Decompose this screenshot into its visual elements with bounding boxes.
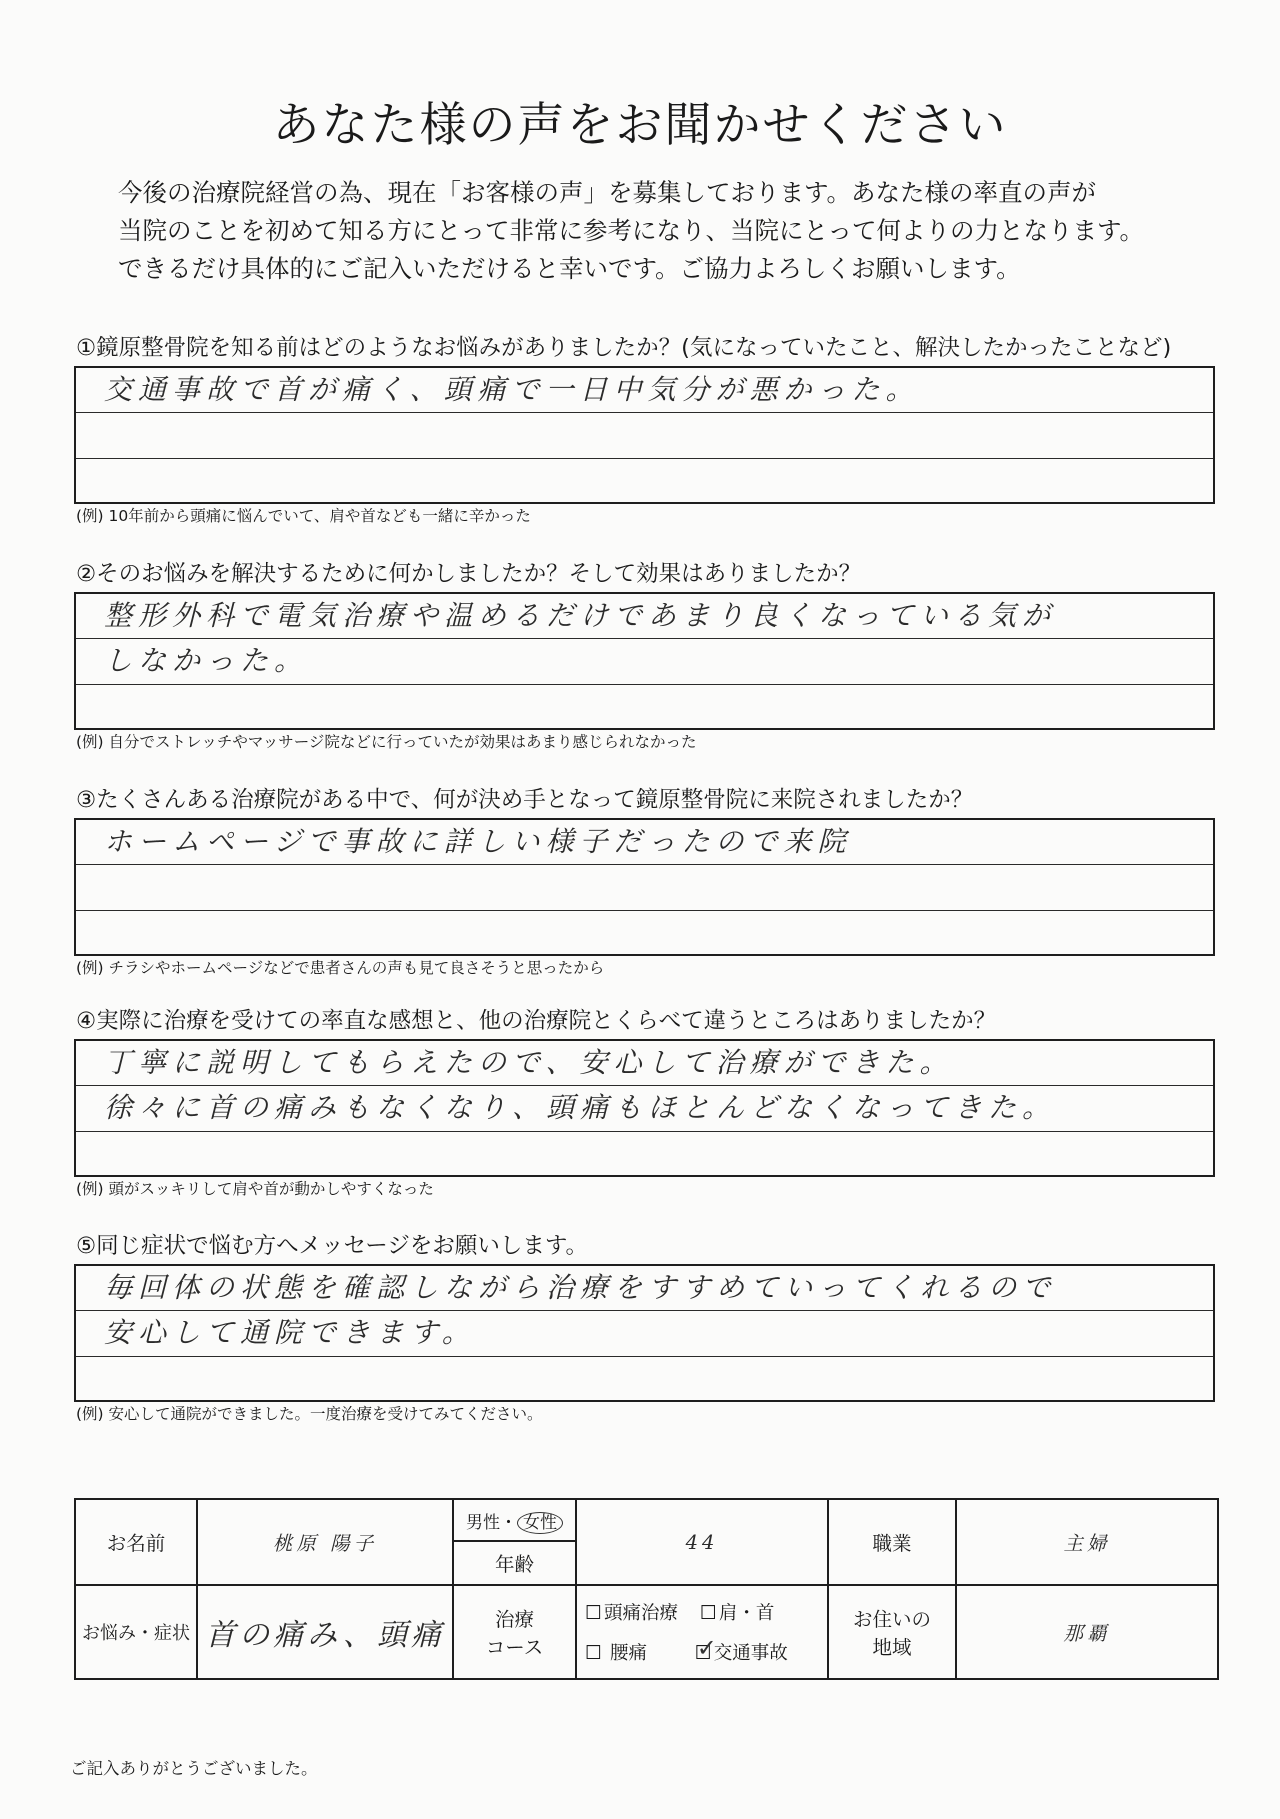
course-label-line: コース bbox=[485, 1636, 544, 1659]
answer-box[interactable] bbox=[74, 592, 1215, 730]
example-text: (例) 自分でストレッチやマッサージ院などに行っていたが効果はあまり感じられなかった bbox=[76, 733, 697, 751]
answer-line: 整形外科で電気治療や温めるだけであまり良くなっている気が bbox=[76, 594, 1213, 639]
gender-female-circled[interactable]: 女性 bbox=[517, 1512, 563, 1534]
example-text: (例) 頭がスッキリして肩や首が動かしやすくなった bbox=[76, 1180, 434, 1198]
symptom-value[interactable]: 首の痛み、頭痛 bbox=[197, 1585, 453, 1679]
example-text: (例) チラシやホームページなどで患者さんの声も見て良さそうと思ったから bbox=[76, 959, 605, 977]
age-value[interactable]: 44 bbox=[576, 1499, 828, 1585]
question-text: ①鏡原整骨院を知る前はどのようなお悩みがありましたか？(気になっていたこと、解決したかったことなど) bbox=[76, 335, 1172, 361]
course-label bbox=[453, 1585, 576, 1679]
answer-line: しなかった。 bbox=[76, 639, 1213, 684]
area-label-line: お住いの bbox=[852, 1608, 931, 1631]
answer-box[interactable] bbox=[74, 1039, 1215, 1177]
customer-info-table bbox=[74, 1498, 1219, 1680]
job-value[interactable]: 主婦 bbox=[956, 1499, 1218, 1585]
answer-box[interactable] bbox=[74, 818, 1215, 956]
checkbox-icon[interactable]: ☐ bbox=[699, 1602, 717, 1624]
question-5 bbox=[74, 1228, 1214, 1426]
question-4 bbox=[74, 1003, 1214, 1201]
answer-line: 毎回体の状態を確認しながら治療をすすめていってくれるので bbox=[76, 1266, 1213, 1311]
question-2 bbox=[74, 556, 1214, 754]
answer-line bbox=[76, 1132, 1213, 1177]
age-label: 年齢 bbox=[453, 1541, 576, 1585]
answer-line bbox=[76, 413, 1213, 458]
answer-line bbox=[76, 685, 1213, 730]
answer-line: 安心して通院できます。 bbox=[76, 1311, 1213, 1356]
area-value[interactable]: 那覇 bbox=[956, 1585, 1218, 1679]
gender-selector[interactable] bbox=[453, 1499, 576, 1541]
course-option-shoulder-neck[interactable]: ☐ 肩・首 bbox=[699, 1602, 775, 1624]
answer-box[interactable] bbox=[74, 366, 1215, 504]
answer-line: 徐々に首の痛みもなくなり、頭痛もほとんどなくなってきた。 bbox=[76, 1086, 1213, 1131]
form-title: あなた様の声をお聞かせください bbox=[272, 98, 1008, 153]
checked-checkbox-icon[interactable]: ☐ ✓ bbox=[695, 1642, 712, 1664]
question-3 bbox=[74, 782, 1214, 980]
name-value[interactable]: 桃原 陽子 bbox=[197, 1499, 453, 1585]
thanks-text: ご記入ありがとうございました。 bbox=[70, 1759, 318, 1778]
question-text: ②そのお悩みを解決するために何かしましたか？そして効果はありましたか？ bbox=[76, 561, 862, 587]
job-label: 職業 bbox=[828, 1499, 956, 1585]
course-label-line: 治療 bbox=[494, 1608, 534, 1631]
intro-text bbox=[118, 174, 1218, 288]
intro-line: 今後の治療院経営の為、現在「お客様の声」を募集しております。あなた様の率直の声が bbox=[118, 178, 1097, 207]
course-option-traffic-accident[interactable]: ☐ ✓ 交通事故 bbox=[695, 1643, 788, 1664]
course-option-back[interactable]: ☐ 腰痛 bbox=[585, 1642, 647, 1664]
gender-male[interactable]: 男性 bbox=[466, 1512, 500, 1533]
area-label-line: 地域 bbox=[872, 1636, 912, 1659]
answer-box[interactable] bbox=[74, 1264, 1215, 1402]
intro-line: できるだけ具体的にご記入いただけると幸いです。ご協力よろしくお願いします。 bbox=[118, 254, 1021, 283]
question-1 bbox=[74, 330, 1214, 528]
answer-line: 交通事故で首が痛く、頭痛で一日中気分が悪かった。 bbox=[76, 368, 1213, 413]
answer-line bbox=[76, 459, 1213, 504]
example-text: (例) 10年前から頭痛に悩んでいて、肩や首なども一緒に辛かった bbox=[76, 507, 531, 525]
area-label bbox=[828, 1585, 956, 1679]
name-label: お名前 bbox=[75, 1499, 197, 1585]
checkbox-icon[interactable]: ☐ bbox=[585, 1602, 603, 1624]
answer-line bbox=[76, 911, 1213, 956]
course-options bbox=[576, 1585, 828, 1679]
question-text: ④実際に治療を受けての率直な感想と、他の治療院とくらべて違うところはありましたか？ bbox=[76, 1008, 997, 1034]
gender-separator: ・ bbox=[500, 1512, 517, 1533]
question-text: ③たくさんある治療院がある中で、何が決め手となって鏡原整骨院に来院されましたか？ bbox=[76, 787, 974, 813]
checkbox-icon[interactable]: ☐ bbox=[585, 1642, 603, 1664]
answer-line: ホームページで事故に詳しい様子だったので来院 bbox=[76, 820, 1213, 865]
course-option-headache[interactable]: ☐ 頭痛治療 bbox=[585, 1602, 679, 1624]
intro-line: 当院のことを初めて知る方にとって非常に参考になり、当院にとって何よりの力となります。 bbox=[118, 216, 1145, 245]
symptom-label: お悩み・症状 bbox=[75, 1585, 197, 1679]
answer-line bbox=[76, 1357, 1213, 1402]
question-text: ⑤同じ症状で悩む方へメッセージをお願いします。 bbox=[76, 1233, 589, 1259]
example-text: (例) 安心して通院ができました。一度治療を受けてみてください。 bbox=[76, 1405, 543, 1423]
answer-line bbox=[76, 865, 1213, 910]
answer-line: 丁寧に説明してもらえたので、安心して治療ができた。 bbox=[76, 1041, 1213, 1086]
